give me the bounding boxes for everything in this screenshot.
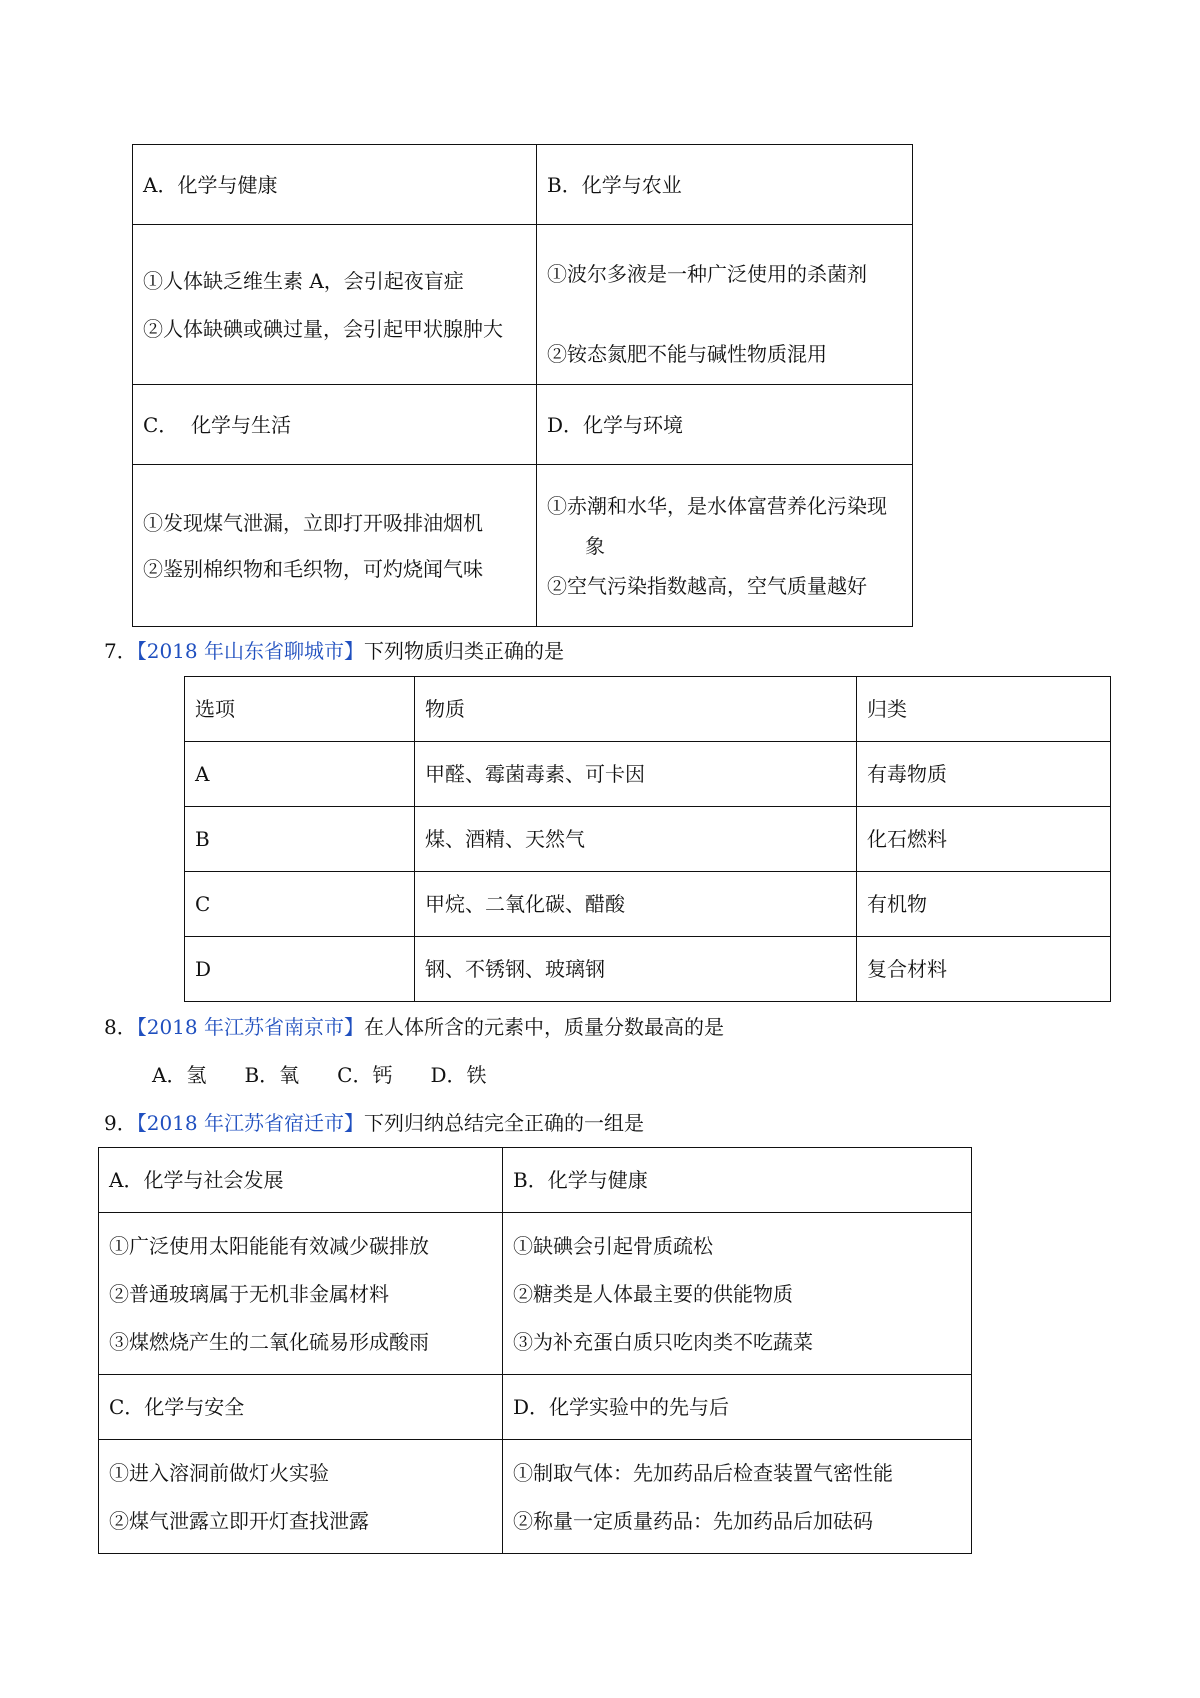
q7-row-3-category: 有机物 — [857, 872, 1111, 937]
q7-row-2-category: 化石燃料 — [857, 807, 1111, 872]
q7-row-1-substance: 甲醛、霉菌毒素、可卡因 — [415, 742, 857, 807]
question-8-stem — [104, 1012, 724, 1042]
cell-a-line-2: ②人体缺碘或碘过量，会引起甲状腺肿大 — [143, 316, 503, 341]
q9-cell-a-head: A．化学与社会发展 — [99, 1148, 503, 1213]
q7-header-option: 选项 — [185, 677, 415, 742]
option-b: B．氧 — [244, 1063, 300, 1087]
option-d: D．铁 — [430, 1063, 487, 1087]
cell-b-line-2: ②铵态氮肥不能与碱性物质混用 — [547, 342, 827, 366]
q9-c-line-1: ①进入溶洞前做灯火实验 — [109, 1460, 329, 1485]
question-7-source: 【2018 年山东省聊城市】 — [136, 639, 364, 663]
question-7-stem — [104, 636, 564, 666]
q9-b-line-1: ①缺碘会引起骨质疏松 — [513, 1233, 713, 1258]
cell-b-body — [537, 225, 913, 385]
q7-row-3-option: C — [185, 872, 415, 937]
q9-a-line-2: ②普通玻璃属于无机非金属材料 — [109, 1281, 389, 1306]
q9-cell-b-head: B．化学与健康 — [503, 1148, 972, 1213]
cell-c-body — [133, 465, 537, 627]
question-7-number: 7． — [104, 639, 137, 663]
question-7-table — [184, 676, 1111, 1002]
cell-d-body — [537, 465, 913, 627]
cell-d-line-1: ①赤潮和水华，是水体富营养化污染现 — [547, 493, 887, 518]
question-8-source: 【2018 年江苏省南京市】 — [136, 1015, 364, 1039]
q9-cell-c-body — [99, 1440, 503, 1554]
cell-a-head: A．化学与健康 — [133, 145, 537, 225]
cell-d-line-3: ②空气污染指数越高，空气质量越好 — [547, 573, 867, 598]
q9-b-line-2: ②糖类是人体最主要的供能物质 — [513, 1281, 793, 1306]
cell-a-line-1: ①人体缺乏维生素 A，会引起夜盲症 — [143, 268, 464, 293]
q9-b-line-3: ③为补充蛋白质只吃肉类不吃蔬菜 — [513, 1329, 813, 1354]
table-row — [185, 807, 1111, 872]
option-c: C．钙 — [337, 1063, 393, 1087]
q9-cell-d-head: D．化学实验中的先与后 — [503, 1375, 972, 1440]
q9-a-line-3: ③煤燃烧产生的二氧化硫易形成酸雨 — [109, 1329, 429, 1354]
q7-row-1-option: A — [185, 742, 415, 807]
q9-cell-a-body — [99, 1213, 503, 1375]
q7-row-3-substance: 甲烷、二氧化碳、醋酸 — [415, 872, 857, 937]
question-8-number: 8． — [104, 1015, 137, 1039]
q7-row-2-option: B — [185, 807, 415, 872]
question-8-text: 在人体所含的元素中，质量分数最高的是 — [364, 1015, 724, 1039]
cell-c-head: C． 化学与生活 — [133, 385, 537, 465]
question-7-text: 下列物质归类正确的是 — [364, 639, 564, 663]
question-9-source: 【2018 年江苏省宿迁市】 — [136, 1111, 364, 1135]
q7-header-category: 归类 — [857, 677, 1111, 742]
question-8-options — [152, 1060, 525, 1090]
option-a: A．氢 — [152, 1063, 207, 1087]
cell-c-line-1: ①发现煤气泄漏，立即打开吸排油烟机 — [143, 510, 483, 535]
q7-row-4-substance: 钢、不锈钢、玻璃钢 — [415, 937, 857, 1002]
question-9-number: 9． — [104, 1111, 137, 1135]
q7-row-4-category: 复合材料 — [857, 937, 1111, 1002]
question-9-table — [98, 1147, 972, 1554]
q9-cell-c-head: C．化学与安全 — [99, 1375, 503, 1440]
table-row — [185, 742, 1111, 807]
q9-d-line-1: ①制取气体：先加药品后检查装置气密性能 — [513, 1460, 893, 1485]
q7-row-4-option: D — [185, 937, 415, 1002]
q9-cell-d-body — [503, 1440, 972, 1554]
q9-cell-b-body — [503, 1213, 972, 1375]
q9-c-line-2: ②煤气泄露立即开灯查找泄露 — [109, 1508, 369, 1533]
q7-row-2-substance: 煤、酒精、天然气 — [415, 807, 857, 872]
question-9-text: 下列归纳总结完全正确的一组是 — [364, 1111, 644, 1135]
table-previous-question — [132, 144, 913, 627]
cell-b-line-1: ①波尔多液是一种广泛使用的杀菌剂 — [547, 262, 867, 286]
cell-a-body — [133, 225, 537, 385]
table-row — [185, 937, 1111, 1002]
q7-row-1-category: 有毒物质 — [857, 742, 1111, 807]
cell-b-head: B．化学与农业 — [537, 145, 913, 225]
q9-a-line-1: ①广泛使用太阳能能有效减少碳排放 — [109, 1233, 429, 1258]
q7-header-substance: 物质 — [415, 677, 857, 742]
cell-d-head: D．化学与环境 — [537, 385, 913, 465]
cell-d-line-2: 象 — [585, 533, 605, 558]
question-9-stem — [104, 1108, 644, 1138]
cell-c-line-2: ②鉴别棉织物和毛织物，可灼烧闻气味 — [143, 556, 483, 581]
q9-d-line-2: ②称量一定质量药品：先加药品后加砝码 — [513, 1508, 873, 1533]
table-row — [185, 872, 1111, 937]
